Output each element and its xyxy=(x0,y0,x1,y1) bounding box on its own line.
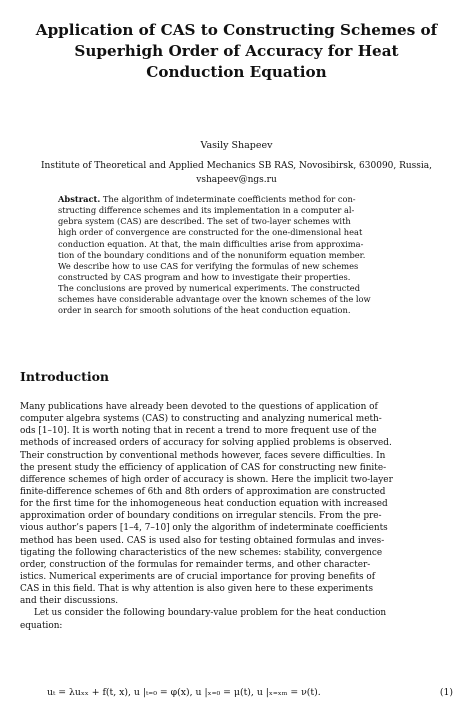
abstract-line: high order of convergence are constructed for the one-dimensional heat xyxy=(58,227,363,238)
abstract-line: tion of the boundary conditions and of the nonuniform equation member. xyxy=(58,249,366,260)
body-line: methods of increased orders of accuracy for solving applied problems is observed. xyxy=(20,438,392,449)
body-line: Their construction by conventional methods however, faces severe difficulties. In xyxy=(20,450,386,461)
body-line: Many publications have already been devoted to the questions of application of xyxy=(20,402,378,412)
equation-1 xyxy=(20,685,453,701)
body-line: for the first time for the inhomogeneous heat conduction equation with increased xyxy=(20,499,388,510)
paper-title xyxy=(20,20,453,83)
body-line: istics. Numerical experiments are of crucial importance for proving benefits of xyxy=(20,571,376,582)
equation-formula: uₜ = λuₓₓ + f(t, x), u |ₜ₌₀ = φ(x), u |ₓ₌₀ = μ(t), u |ₓ₌ₓₘ = ν(t). xyxy=(47,687,321,698)
body-line: ods [1–10]. It is worth noting that in recent a trend to more frequent use of the xyxy=(20,426,377,437)
equation-number: (1) xyxy=(439,687,453,698)
body-line: equation: xyxy=(20,620,63,631)
introduction-body xyxy=(20,401,453,632)
body-line: approximation order of boundary conditions on irregular stencils. From the pre- xyxy=(20,511,382,522)
body-line: order, construction of the formulas for remainder terms, and other character- xyxy=(20,559,371,570)
abstract-label: Abstract. xyxy=(58,194,101,204)
title-line: Superhigh Order of Accuracy for Heat xyxy=(74,42,399,60)
author-email: vshapeev@ngs.ru xyxy=(196,175,277,185)
abstract-line: We describe how to use CAS for verifying the formulas of new schemes xyxy=(58,260,359,271)
abstract-line xyxy=(58,194,415,205)
body-line: method has been used. CAS is used also for testing obtained formulas and inves- xyxy=(20,535,385,546)
title-line: Application of CAS to Constructing Schemes of xyxy=(35,21,438,39)
abstract-line: schemes have considerable advantage over the known schemes of the low xyxy=(58,294,371,305)
abstract xyxy=(58,194,415,317)
body-line: and their discussions. xyxy=(20,596,119,607)
abstract-text: The algorithm of indeterminate coefficients method for con- xyxy=(100,194,356,204)
body-line: vious author’s papers [1–4, 7–10] only the algorithm of indeterminate coefficients xyxy=(20,523,388,534)
body-line: Let us consider the following boundary-value problem for the heat conduction xyxy=(34,608,387,619)
title-line: Conduction Equation xyxy=(146,63,327,81)
body-line: finite-difference schemes of 6th and 8th orders of approximation are constructed xyxy=(20,486,386,497)
author-name: Vasily Shapeev xyxy=(200,140,273,151)
section-heading-introduction: Introduction xyxy=(20,369,110,384)
body-line: tigating the following characteristics of the new schemes: stability, convergence xyxy=(20,547,383,558)
abstract-line: structing difference schemes and its implementation in a computer al- xyxy=(58,205,355,216)
affiliation-line: Institute of Theoretical and Applied Mechanics SB RAS, Novosibirsk, 630090, Russia, xyxy=(40,161,433,171)
abstract-line: The conclusions are proved by numerical experiments. The constructed xyxy=(58,283,361,294)
body-line: difference schemes of high order of accuracy is shown. Here the implicit two-layer xyxy=(20,474,393,485)
abstract-line: order in search for smooth solutions of the heat conduction equation. xyxy=(58,305,351,316)
body-line: CAS in this field. That is why attention is also given here to these experiments xyxy=(20,584,373,595)
body-line: computer algebra systems (CAS) to constructing and analyzing numerical meth- xyxy=(20,414,382,425)
abstract-line: conduction equation. At that, the main difficulties arise from approxima- xyxy=(58,238,364,249)
abstract-line: gebra system (CAS) are described. The set of two-layer schemes with xyxy=(58,216,351,227)
abstract-line: constructed by CAS program and how to investigate their properties. xyxy=(58,271,351,282)
affiliation xyxy=(20,159,453,187)
body-line: the present study the efficiency of application of CAS for constructing new finite- xyxy=(20,462,387,473)
